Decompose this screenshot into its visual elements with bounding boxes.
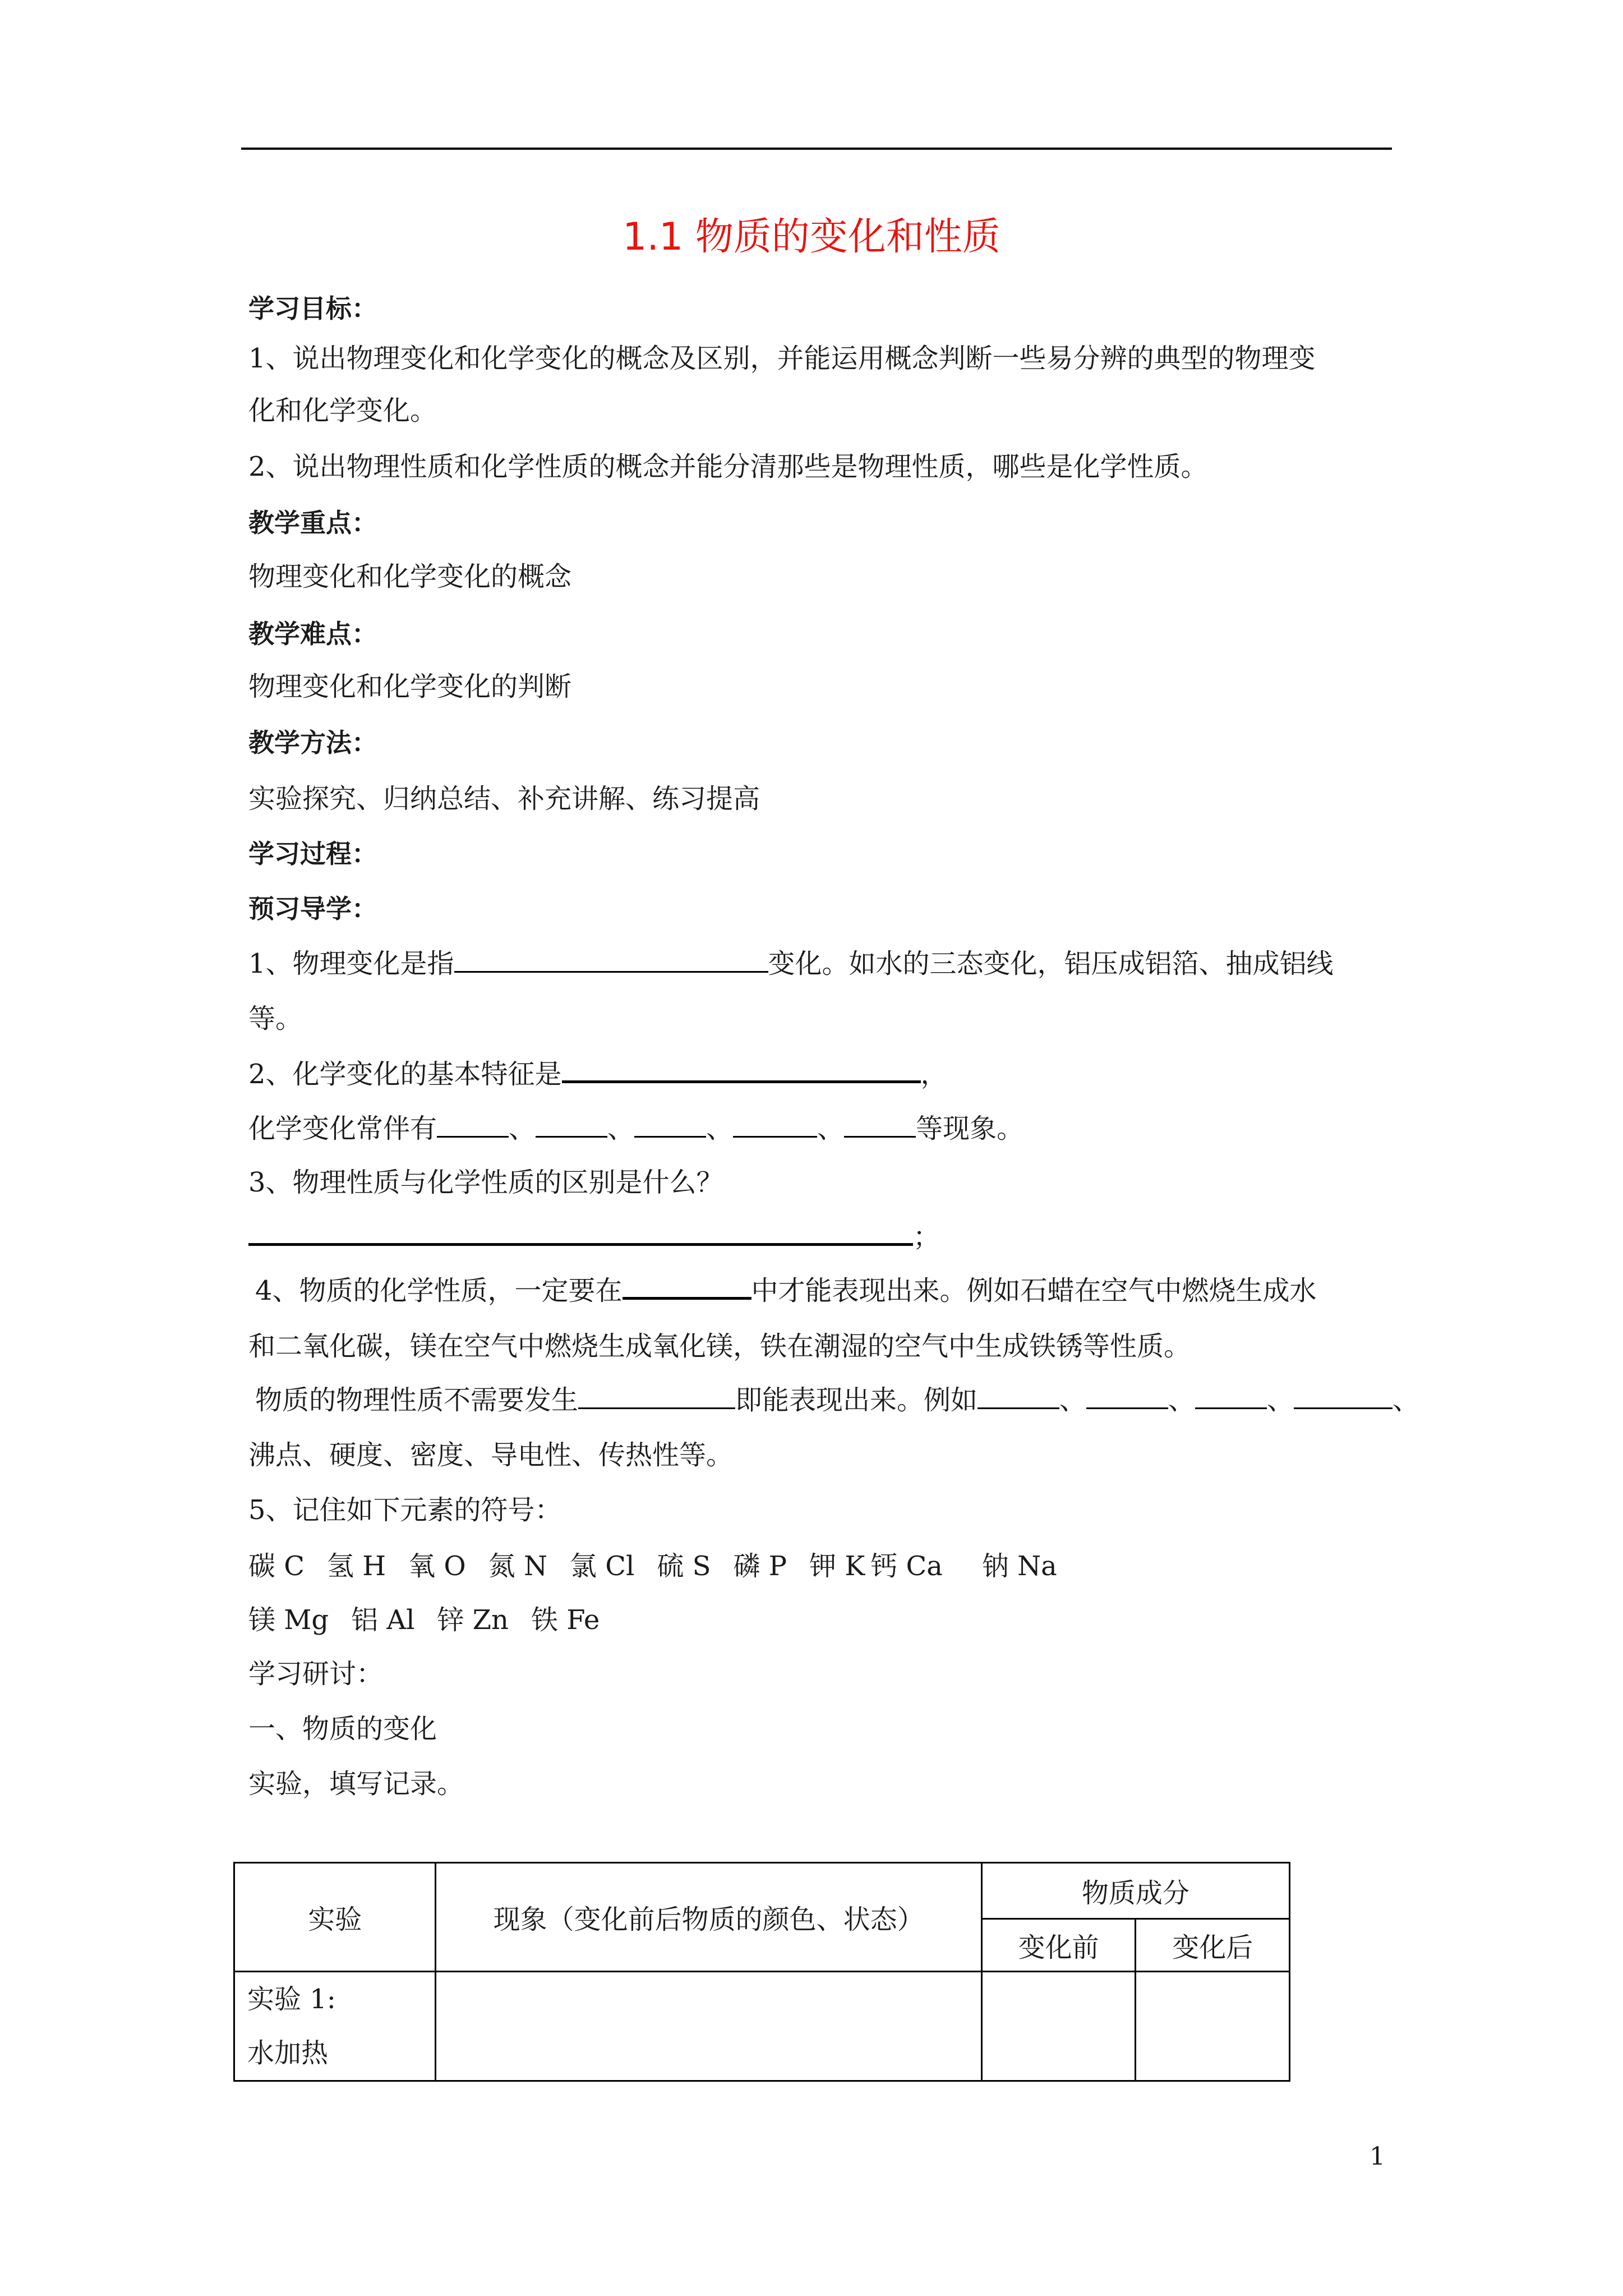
element-symbol: 氮 N: [488, 1550, 548, 1582]
method-text: 实验探究、归纳总结、补充讲解、练习提高: [248, 783, 760, 815]
header-after: 变化后: [1136, 1919, 1290, 1972]
elements-row-2: [248, 1602, 622, 1638]
answer-blank[interactable]: [562, 1056, 921, 1083]
header-before: 变化前: [981, 1919, 1136, 1972]
element-symbol: 氯 Cl: [570, 1550, 635, 1582]
method-heading: 教学方法：: [248, 728, 377, 758]
question-3: 3、物理性质与化学性质的区别是什么？: [248, 1167, 723, 1198]
header-experiment: 实验: [234, 1863, 436, 1972]
process-heading: 学习过程：: [248, 839, 377, 869]
answer-blank[interactable]: [578, 1383, 735, 1409]
experiment-record-table: [233, 1862, 1290, 2082]
answer-blank[interactable]: [437, 1111, 509, 1138]
table-row-experiment-1: [234, 1972, 436, 2081]
goal2: 2、说出物理性质和化学性质的概念并能分清那些是物理性质，哪些是化学性质。: [248, 451, 1208, 482]
question-5: 5、记住如下元素的符号：: [248, 1494, 562, 1526]
study-heading: 学习研讨：: [248, 1658, 384, 1690]
difficulty-text: 物理变化和化学变化的判断: [248, 671, 572, 702]
page-title: 1.1 物质的变化和性质: [623, 215, 1000, 259]
answer-blank[interactable]: [1294, 1383, 1393, 1409]
question-2: 2、化学变化的基本特征是 ，: [248, 1056, 948, 1092]
key-text: 物理变化和化学变化的概念: [248, 561, 572, 592]
answer-blank[interactable]: [1195, 1383, 1267, 1409]
phenomenon-cell[interactable]: [436, 1972, 981, 2081]
element-symbol: 铁 Fe: [531, 1604, 600, 1636]
header-phenomenon: 现象（变化前后物质的颜色、状态）: [436, 1863, 981, 1972]
experiment-intro: 实验，填写记录。: [248, 1768, 464, 1800]
experiment-1-name: 水加热: [247, 2037, 329, 2069]
element-symbol: 氢 H: [327, 1550, 386, 1582]
answer-blank[interactable]: [536, 1111, 607, 1138]
element-symbol: 氧 O: [408, 1550, 466, 1582]
question-4-examples: 沸点、硬度、密度、导电性、传热性等。: [248, 1439, 734, 1471]
element-symbol: 铝 Al: [351, 1604, 415, 1636]
answer-blank[interactable]: [844, 1111, 916, 1138]
page-number: 1: [1370, 2142, 1385, 2171]
question-4-cont: 和二氧化碳，镁在空气中燃烧生成氧化镁，铁在潮湿的空气中生成铁锈等性质。: [248, 1331, 1191, 1362]
preview-heading: 预习导学：: [248, 894, 377, 924]
answer-blank[interactable]: [978, 1383, 1059, 1409]
question-3-answer: ；: [248, 1218, 940, 1255]
answer-blank[interactable]: [248, 1218, 913, 1246]
answer-blank[interactable]: [1086, 1383, 1168, 1409]
question-4-physical: 物质的物理性质不需要发生 即能表现出来。例如 、 、 、 、: [255, 1382, 1419, 1418]
answer-blank[interactable]: [634, 1111, 706, 1138]
header-composition: 物质成分: [981, 1863, 1289, 1919]
element-symbol: 锌 Zn: [437, 1604, 509, 1636]
header-rule: [241, 148, 1392, 150]
element-symbol: 钾 K: [809, 1550, 865, 1582]
experiment-1-label: 实验 1:: [247, 1984, 336, 2015]
elements-row-1: [248, 1548, 1080, 1584]
goal1-line2: 化和化学变化。: [248, 395, 437, 426]
goal1-line1: 1、说出物理变化和化学变化的概念及区别，并能运用概念判断一些易分辨的典型的物理变: [248, 343, 1316, 374]
question-4: 4、物质的化学性质，一定要在 中才能表现出来。例如石蜡在空气中燃烧生成水: [255, 1272, 1317, 1309]
after-cell[interactable]: [1136, 1972, 1290, 2081]
element-symbol: 钙 Ca: [870, 1550, 943, 1582]
element-symbol: 磷 P: [733, 1550, 787, 1582]
question-2-cont: 化学变化常伴有 、 、 、 、 等现象。: [248, 1111, 1023, 1147]
question-1-cont: 等。: [248, 1003, 303, 1034]
answer-blank[interactable]: [454, 946, 768, 973]
difficulty-heading: 教学难点：: [248, 619, 377, 649]
element-symbol: 硫 S: [657, 1550, 711, 1582]
key-heading: 教学重点：: [248, 508, 377, 538]
part1-heading: 一、物质的变化: [248, 1713, 437, 1745]
before-cell[interactable]: [981, 1972, 1136, 2081]
element-symbol: 碳 C: [248, 1550, 305, 1582]
answer-blank[interactable]: [623, 1272, 751, 1300]
element-symbol: 钠 Na: [981, 1550, 1057, 1582]
answer-blank[interactable]: [733, 1111, 817, 1138]
goals-heading: 学习目标：: [248, 293, 377, 324]
question-1: 1、物理变化是指 变化。如水的三态变化，铝压成铝箔、抽成铝线: [248, 946, 1334, 982]
element-symbol: 镁 Mg: [248, 1604, 329, 1636]
